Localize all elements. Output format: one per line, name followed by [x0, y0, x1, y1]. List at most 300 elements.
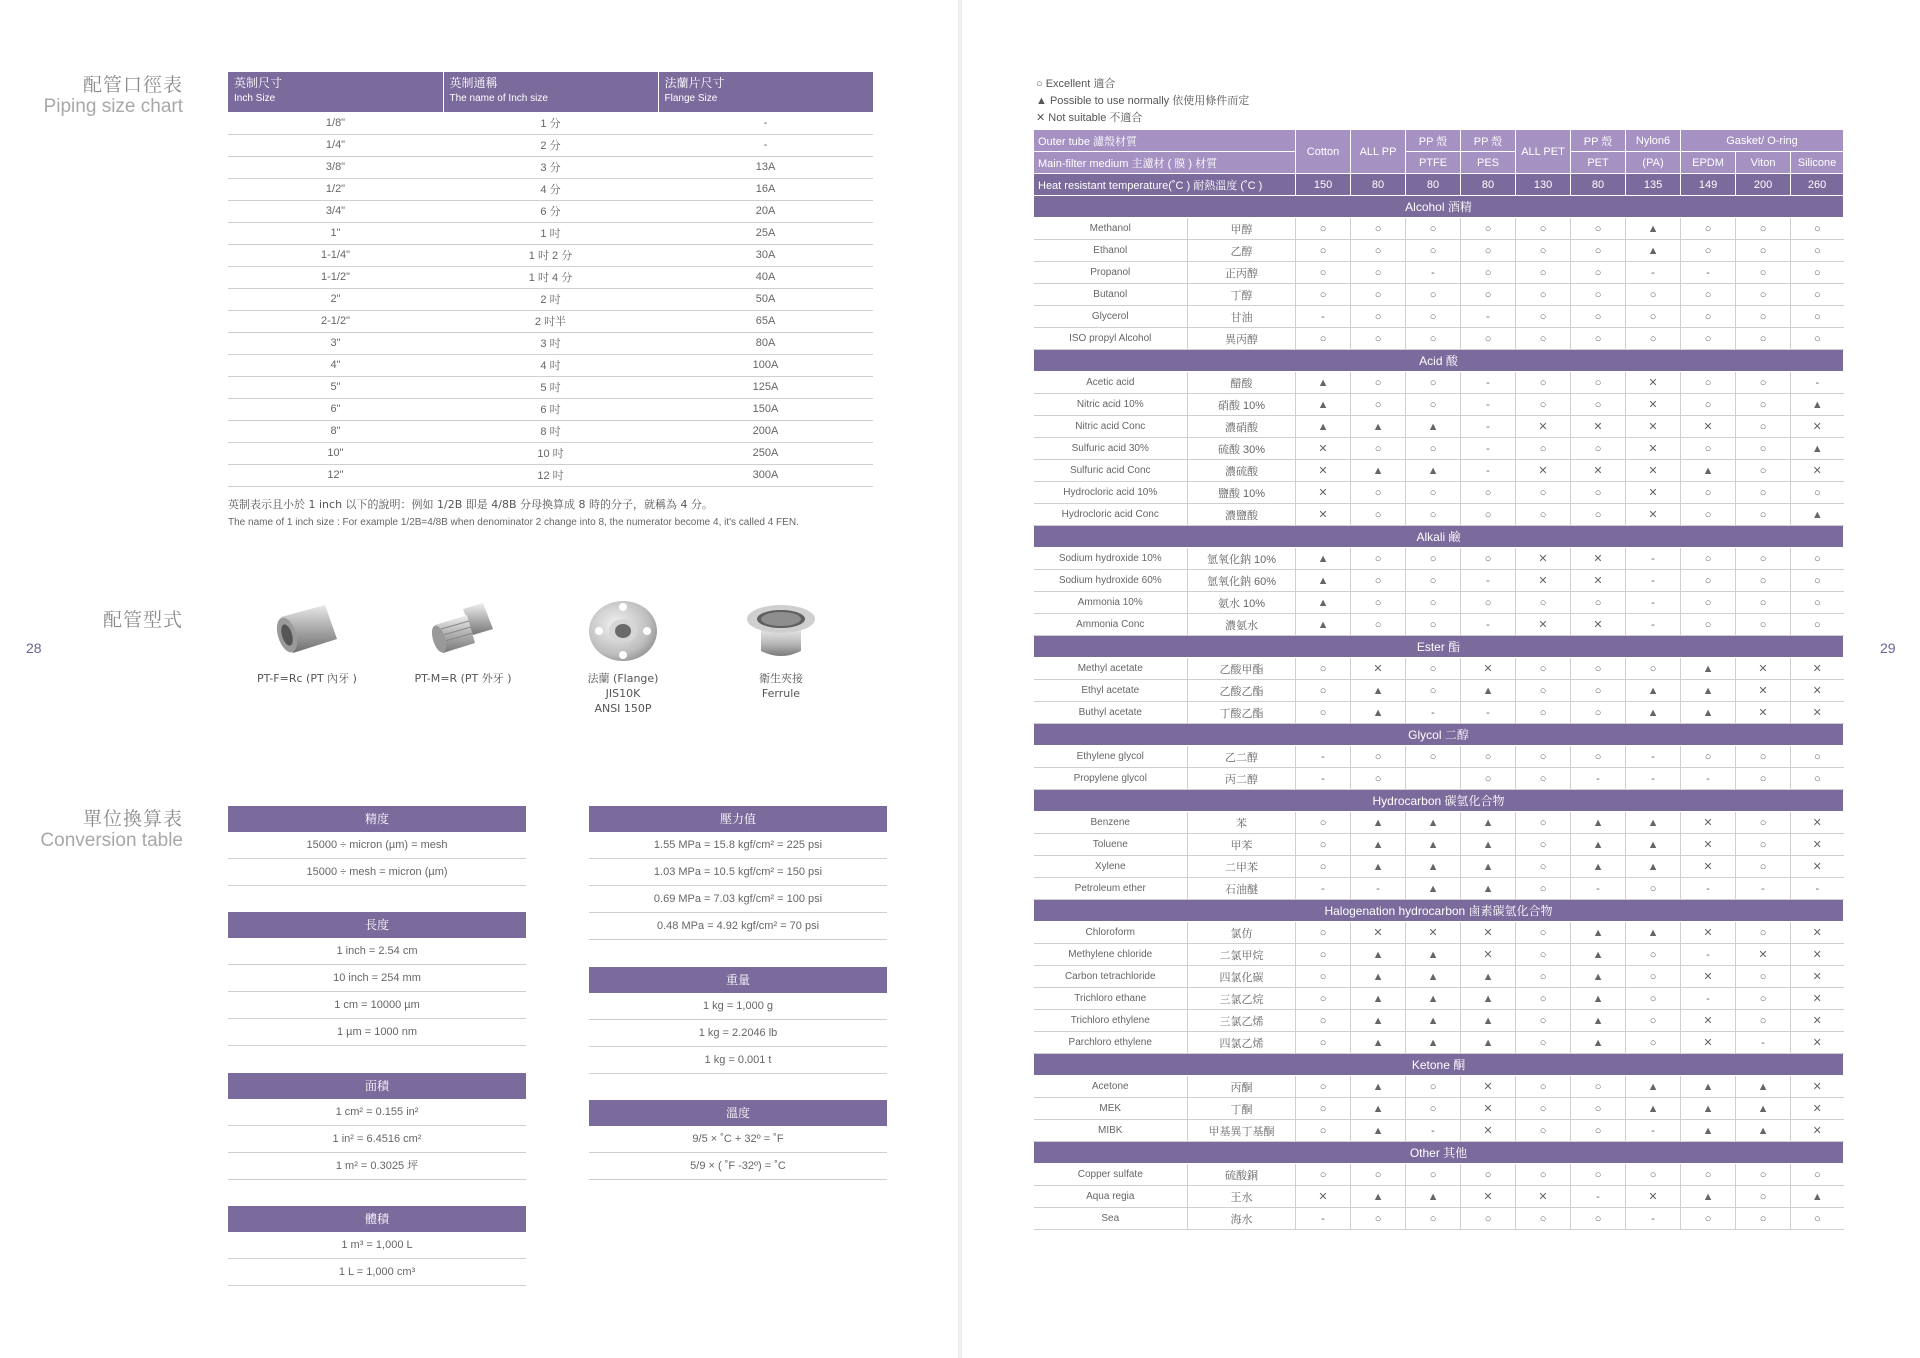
chem-rating-cell: - [1626, 614, 1681, 636]
legend-not-suitable: ✕ Not suitable 不適合 [1036, 112, 1143, 124]
chem-rating-cell: ○ [1296, 944, 1351, 966]
chem-group-row [1034, 1054, 1844, 1076]
chem-rating-cell: - [1736, 1032, 1791, 1054]
piping-row [228, 376, 873, 398]
chem-rating-cell: ○ [1516, 438, 1571, 460]
piping-cell-inch-name: 8 吋 [443, 420, 658, 442]
piping-cell-inch-name: 4 分 [443, 178, 658, 200]
chem-group-title: Acid 酸 [1034, 350, 1844, 372]
conv-temperature [589, 1100, 887, 1180]
chem-rating-cell: ✕ [1516, 548, 1571, 570]
chem-rating-cell: ✕ [1461, 1098, 1516, 1120]
chem-rating-cell: ○ [1351, 768, 1406, 790]
chem-rating-cell: ✕ [1351, 922, 1406, 944]
chem-rating-cell: ▲ [1351, 1010, 1406, 1032]
chem-rating-cell: ▲ [1626, 240, 1681, 262]
chem-row [1034, 1098, 1844, 1120]
conversion-row: 1 m³ = 1,000 L [228, 1232, 526, 1259]
piping-cell-inch-size: 3" [228, 332, 443, 354]
chem-rating-cell: ○ [1516, 680, 1571, 702]
chem-rating-cell: ○ [1406, 1208, 1461, 1230]
chem-rating-cell: ○ [1791, 262, 1844, 284]
chem-rating-cell: ○ [1571, 284, 1626, 306]
chem-row [1034, 1120, 1844, 1142]
piping-cell-inch-name: 3 分 [443, 156, 658, 178]
chem-name-cn: 硝酸 10% [1188, 394, 1296, 416]
piping-header-flange-size: 法蘭片尺寸 Flange Size [658, 72, 873, 112]
chem-rating-cell: ○ [1736, 284, 1791, 306]
chem-rating-cell: - [1571, 1186, 1626, 1208]
chem-rating-cell: ○ [1516, 658, 1571, 680]
chem-rating-cell: ▲ [1461, 966, 1516, 988]
chem-rating-cell: ○ [1516, 592, 1571, 614]
chem-rating-cell: ▲ [1626, 856, 1681, 878]
chem-rating-cell: ▲ [1406, 1186, 1461, 1208]
chem-name-cn: 鹽酸 10% [1188, 482, 1296, 504]
chem-rating-cell: ○ [1681, 614, 1736, 636]
legend-excellent: ○ Excellent 適合 [1036, 78, 1116, 90]
chem-row [1034, 1164, 1844, 1186]
chem-rating-cell: ○ [1351, 548, 1406, 570]
chem-rating-cell: ▲ [1296, 570, 1351, 592]
conversion-row: 1 cm = 10000 µm [228, 992, 526, 1019]
chem-rating-cell: ✕ [1571, 460, 1626, 482]
chem-rating-cell: ○ [1406, 680, 1461, 702]
chemical-resistance-table [1033, 129, 1844, 1230]
chem-group-row [1034, 1142, 1844, 1164]
chem-name-en: Benzene [1034, 812, 1188, 834]
conversion-row: 10 inch = 254 mm [228, 965, 526, 992]
chem-rating-cell: - [1406, 702, 1461, 724]
chem-name-cn: 乙酸乙酯 [1188, 680, 1296, 702]
chem-rating-cell: ✕ [1571, 614, 1626, 636]
chem-rating-cell: - [1296, 1208, 1351, 1230]
chem-rating-cell: ○ [1626, 306, 1681, 328]
chem-header-silicone: Silicone [1791, 152, 1844, 174]
conv-weight [589, 967, 887, 1074]
chem-rating-cell: ○ [1626, 988, 1681, 1010]
chem-name-cn: 甘油 [1188, 306, 1296, 328]
chem-rating-cell: ▲ [1571, 1032, 1626, 1054]
chem-row [1034, 1032, 1844, 1054]
chem-name-en: Chloroform [1034, 922, 1188, 944]
chem-rating-cell: ▲ [1681, 460, 1736, 482]
conversion-block-title: 精度 [228, 806, 526, 832]
chem-row [1034, 306, 1844, 328]
chem-row [1034, 768, 1844, 790]
chem-rating-cell: ○ [1516, 1098, 1571, 1120]
chem-rating-cell: ✕ [1626, 504, 1681, 526]
piping-cell-flange-size: 65A [658, 310, 873, 332]
chem-rating-cell: ○ [1681, 1164, 1736, 1186]
fitting-sub1: JIS10K [605, 687, 641, 700]
fitting-label: 衛生夾接 [759, 672, 803, 685]
chem-row [1034, 856, 1844, 878]
chem-group-title: Ketone 酮 [1034, 1054, 1844, 1076]
conversion-section-title [40, 804, 183, 864]
chem-rating-cell: ✕ [1681, 922, 1736, 944]
chem-rating-cell: ○ [1571, 438, 1626, 460]
chem-rating-cell: ○ [1571, 1120, 1626, 1142]
piping-cell-inch-size: 3/8" [228, 156, 443, 178]
fitting-label: 法蘭 (Flange) [587, 672, 659, 685]
fitting-flange [548, 595, 698, 716]
chem-rating-cell: ○ [1571, 328, 1626, 350]
chem-name-en: Parchloro ethylene [1034, 1032, 1188, 1054]
chem-rating-cell: ○ [1736, 438, 1791, 460]
chem-rating-cell: - [1461, 394, 1516, 416]
chem-rating-cell: ○ [1736, 988, 1791, 1010]
chem-rating-cell: ▲ [1626, 1076, 1681, 1098]
chem-rating-cell: ○ [1626, 878, 1681, 900]
chem-rating-cell: ○ [1571, 658, 1626, 680]
chem-rating-cell: - [1626, 1208, 1681, 1230]
chem-rating-cell: ○ [1296, 658, 1351, 680]
chem-rating-cell: ○ [1516, 328, 1571, 350]
chem-rating-cell: ✕ [1736, 658, 1791, 680]
chem-rating-cell: ○ [1791, 1208, 1844, 1230]
conv-pressure [589, 806, 887, 940]
chem-rating-cell: - [1461, 416, 1516, 438]
chem-rating-cell: ✕ [1736, 680, 1791, 702]
chem-rating-cell: ○ [1516, 1032, 1571, 1054]
chem-name-cn: 四氯化碳 [1188, 966, 1296, 988]
chem-rating-cell: ○ [1791, 482, 1844, 504]
chem-rating-cell: ▲ [1791, 394, 1844, 416]
chem-rating-cell: ○ [1351, 394, 1406, 416]
chem-rating-cell: ○ [1296, 328, 1351, 350]
chem-header-allpp: ALL PP [1351, 130, 1406, 174]
piping-row [228, 178, 873, 200]
chem-rating-cell: ✕ [1681, 812, 1736, 834]
chem-rating-cell: ✕ [1296, 482, 1351, 504]
chem-rating-cell: ○ [1681, 284, 1736, 306]
chem-rating-cell: ○ [1516, 1076, 1571, 1098]
chem-rating-cell: ▲ [1681, 1186, 1736, 1208]
chem-rating-cell: - [1296, 878, 1351, 900]
chem-rating-cell: ✕ [1626, 482, 1681, 504]
chem-rating-cell: ▲ [1296, 372, 1351, 394]
conversion-row: 1 kg = 1,000 g [589, 993, 887, 1020]
chem-rating-cell: ○ [1571, 504, 1626, 526]
chem-rating-cell: - [1406, 262, 1461, 284]
chem-rating-cell: ○ [1406, 1076, 1461, 1098]
chem-rating-cell: ▲ [1406, 1032, 1461, 1054]
fitting-pt-male [388, 595, 538, 686]
chem-row [1034, 218, 1844, 240]
chem-name-cn: 乙醇 [1188, 240, 1296, 262]
chem-rating-cell: ○ [1791, 570, 1844, 592]
chem-rating-cell: ○ [1571, 592, 1626, 614]
chem-rating-cell: ○ [1516, 746, 1571, 768]
chem-rating-cell: ○ [1351, 592, 1406, 614]
chem-rating-cell: ○ [1681, 1208, 1736, 1230]
chem-rating-cell: ▲ [1681, 1098, 1736, 1120]
piping-row [228, 464, 873, 486]
chem-rating-cell: ✕ [1296, 1186, 1351, 1208]
chem-rating-cell: ▲ [1351, 680, 1406, 702]
chem-rating-cell: ○ [1406, 548, 1461, 570]
chem-rating-cell: - [1461, 460, 1516, 482]
chem-rating-cell: ○ [1571, 680, 1626, 702]
chem-row [1034, 680, 1844, 702]
chem-rating-cell: ○ [1296, 1164, 1351, 1186]
chem-rating-cell: ▲ [1406, 856, 1461, 878]
chem-rating-cell: ▲ [1406, 878, 1461, 900]
piping-header-row [228, 72, 873, 112]
chem-header-row-1 [1034, 130, 1844, 152]
chem-header-temperature-value: 200 [1736, 174, 1791, 196]
chem-rating-cell: ▲ [1571, 966, 1626, 988]
chem-name-en: MIBK [1034, 1120, 1188, 1142]
piping-cell-inch-size: 1" [228, 222, 443, 244]
chem-name-cn: 濃鹽酸 [1188, 504, 1296, 526]
chem-rating-cell: ○ [1351, 218, 1406, 240]
fitting-sub2: ANSI 150P [594, 702, 652, 715]
chem-name-en: Butanol [1034, 284, 1188, 306]
chem-row [1034, 966, 1844, 988]
chemical-legend [1036, 76, 1249, 127]
piping-note-en: The name of 1 inch size : For example 1/2B=4/8B when denominator 2 change into 8, the numerator become 4, it's called 4 FEN. [228, 517, 799, 528]
chem-rating-cell: ○ [1571, 394, 1626, 416]
chem-rating-cell: ✕ [1681, 1032, 1736, 1054]
chem-rating-cell: ○ [1296, 1098, 1351, 1120]
chem-name-en: Trichloro ethylene [1034, 1010, 1188, 1032]
chem-rating-cell: ✕ [1626, 438, 1681, 460]
chem-row [1034, 548, 1844, 570]
piping-cell-flange-size: 100A [658, 354, 873, 376]
chem-rating-cell: ✕ [1571, 570, 1626, 592]
chem-group-title: Glycol 二醇 [1034, 724, 1844, 746]
piping-cell-flange-size: 16A [658, 178, 873, 200]
chem-rating-cell: ○ [1406, 504, 1461, 526]
chem-rating-cell: ○ [1626, 1010, 1681, 1032]
chem-rating-cell: ▲ [1461, 680, 1516, 702]
fittings-title-cn: 配管型式 [102, 609, 183, 631]
chem-name-cn: 二氯甲烷 [1188, 944, 1296, 966]
chem-rating-cell: ✕ [1461, 944, 1516, 966]
chem-rating-cell: ▲ [1626, 834, 1681, 856]
conversion-row: 1 cm² = 0.155 in² [228, 1099, 526, 1126]
chem-rating-cell: ○ [1296, 702, 1351, 724]
chem-rating-cell: ✕ [1791, 1010, 1844, 1032]
chem-rating-cell: ✕ [1516, 570, 1571, 592]
chem-name-en: Toluene [1034, 834, 1188, 856]
chem-rating-cell: ○ [1461, 1164, 1516, 1186]
piping-cell-flange-size: - [658, 134, 873, 156]
chem-rating-cell: ○ [1791, 240, 1844, 262]
chem-rating-cell: ▲ [1626, 218, 1681, 240]
piping-cell-inch-name: 1 吋 2 分 [443, 244, 658, 266]
chem-rating-cell: - [1791, 372, 1844, 394]
chem-rating-cell: ✕ [1791, 658, 1844, 680]
chem-rating-cell: ○ [1516, 394, 1571, 416]
piping-cell-inch-size: 2-1/2" [228, 310, 443, 332]
conv-volume [228, 1206, 526, 1286]
chem-rating-cell: ▲ [1351, 416, 1406, 438]
chem-rating-cell: ○ [1461, 1208, 1516, 1230]
chem-header-pa: (PA) [1626, 152, 1681, 174]
chem-rating-cell: ○ [1516, 834, 1571, 856]
chem-rating-cell: ▲ [1461, 988, 1516, 1010]
chem-rating-cell: ○ [1406, 372, 1461, 394]
legend-possible: ▲ Possible to use normally 依使用條件而定 [1036, 95, 1250, 107]
fitting-ferrule [706, 595, 856, 701]
piping-cell-inch-size: 6" [228, 398, 443, 420]
fitting-label: PT-F=Rc (PT 內牙 ) [257, 672, 357, 685]
chem-name-en: Methanol [1034, 218, 1188, 240]
conv-area [228, 1073, 526, 1180]
chem-rating-cell: ○ [1406, 218, 1461, 240]
chem-rating-cell: ○ [1351, 262, 1406, 284]
chem-rating-cell: ✕ [1791, 834, 1844, 856]
piping-cell-inch-name: 3 吋 [443, 332, 658, 354]
chem-rating-cell: ▲ [1626, 702, 1681, 724]
chem-header-nylon: Nylon6 [1626, 130, 1681, 152]
chem-name-cn: 醋酸 [1188, 372, 1296, 394]
piping-row [228, 398, 873, 420]
piping-cell-inch-name: 1 分 [443, 112, 658, 134]
chem-rating-cell: ○ [1736, 966, 1791, 988]
chem-name-cn: 正丙醇 [1188, 262, 1296, 284]
page-number-left: 28 [26, 640, 42, 656]
chem-rating-cell: ○ [1516, 372, 1571, 394]
piping-cell-flange-size: 50A [658, 288, 873, 310]
chem-rating-cell: ○ [1736, 504, 1791, 526]
chem-rating-cell: ○ [1681, 218, 1736, 240]
flange-image [583, 595, 663, 665]
chem-rating-cell: ○ [1791, 768, 1844, 790]
chem-rating-cell: ○ [1351, 240, 1406, 262]
piping-cell-flange-size: 200A [658, 420, 873, 442]
chem-rating-cell: ○ [1681, 240, 1736, 262]
chem-row [1034, 438, 1844, 460]
chem-row [1034, 592, 1844, 614]
chem-name-cn: 四氯乙烯 [1188, 1032, 1296, 1054]
chem-rating-cell: ○ [1351, 328, 1406, 350]
piping-row [228, 266, 873, 288]
chem-rating-cell: ○ [1791, 328, 1844, 350]
chem-name-en: Ethanol [1034, 240, 1188, 262]
chem-name-en: Ammonia 10% [1034, 592, 1188, 614]
chem-rating-cell: ▲ [1296, 592, 1351, 614]
piping-cell-flange-size: 125A [658, 376, 873, 398]
conv-length [228, 912, 526, 1046]
chem-rating-cell: - [1461, 614, 1516, 636]
chem-rating-cell: ○ [1626, 658, 1681, 680]
chem-rating-cell: ○ [1351, 570, 1406, 592]
piping-title-en: Piping size chart [43, 96, 183, 117]
piping-row [228, 112, 873, 134]
chem-rating-cell: ○ [1571, 240, 1626, 262]
chem-rating-cell: ○ [1736, 548, 1791, 570]
chem-rating-cell: ○ [1571, 262, 1626, 284]
chem-rating-cell: ✕ [1791, 944, 1844, 966]
chem-group-row [1034, 526, 1844, 548]
chem-rating-cell: ○ [1681, 592, 1736, 614]
chem-rating-cell: ✕ [1791, 922, 1844, 944]
fitting-label: PT-M=R (PT 外牙 ) [414, 672, 512, 685]
chem-rating-cell: - [1296, 306, 1351, 328]
chem-rating-cell: ○ [1406, 482, 1461, 504]
chem-rating-cell [1406, 768, 1461, 790]
chem-row [1034, 1010, 1844, 1032]
chem-rating-cell: - [1626, 1120, 1681, 1142]
chem-group-row [1034, 790, 1844, 812]
piping-title-cn: 配管口徑表 [82, 74, 183, 96]
chem-rating-cell: - [1296, 746, 1351, 768]
chem-header-temperature-value: 80 [1571, 174, 1626, 196]
chem-group-title: Ester 酯 [1034, 636, 1844, 658]
piping-cell-inch-name: 2 吋半 [443, 310, 658, 332]
conversion-row: 0.48 MPa = 4.92 kgf/cm² = 70 psi [589, 913, 887, 940]
chem-group-row [1034, 350, 1844, 372]
chem-header-cotton: Cotton [1296, 130, 1351, 174]
chem-rating-cell: ○ [1351, 504, 1406, 526]
chem-rating-cell: ▲ [1736, 1120, 1791, 1142]
piping-cell-inch-size: 10" [228, 442, 443, 464]
chem-name-en: Copper sulfate [1034, 1164, 1188, 1186]
chem-name-cn: 甲醇 [1188, 218, 1296, 240]
chem-name-cn: 二甲苯 [1188, 856, 1296, 878]
chem-name-cn: 丙酮 [1188, 1076, 1296, 1098]
chem-rating-cell: ✕ [1626, 416, 1681, 438]
chem-rating-cell: ○ [1516, 856, 1571, 878]
chem-rating-cell: ▲ [1571, 834, 1626, 856]
chem-rating-cell: ✕ [1406, 922, 1461, 944]
chem-rating-cell: ○ [1736, 1208, 1791, 1230]
chem-rating-cell: - [1626, 768, 1681, 790]
chem-rating-cell: ✕ [1296, 460, 1351, 482]
chem-rating-cell: - [1571, 878, 1626, 900]
chem-row [1034, 1186, 1844, 1208]
chem-rating-cell: ○ [1626, 966, 1681, 988]
conversion-block-title: 溫度 [589, 1100, 887, 1126]
conversion-row: 1 m² = 0.3025 坪 [228, 1153, 526, 1180]
piping-cell-inch-size: 4" [228, 354, 443, 376]
chem-rating-cell: ▲ [1351, 1120, 1406, 1142]
left-page [0, 0, 958, 1358]
chem-header-viton: Viton [1736, 152, 1791, 174]
chem-name-en: Methylene chloride [1034, 944, 1188, 966]
chem-rating-cell: ○ [1571, 306, 1626, 328]
conversion-title-cn: 單位換算表 [82, 808, 183, 830]
chem-rating-cell: ✕ [1791, 702, 1844, 724]
conversion-row: 5/9 × ( ˚F -32º) = ˚C [589, 1153, 887, 1180]
chem-name-cn: 丙二醇 [1188, 768, 1296, 790]
chem-rating-cell: ▲ [1791, 438, 1844, 460]
chem-rating-cell: ○ [1351, 372, 1406, 394]
chem-rating-cell: ○ [1626, 284, 1681, 306]
chem-row [1034, 922, 1844, 944]
chem-rating-cell: ✕ [1461, 1076, 1516, 1098]
chem-rating-cell: ○ [1351, 1164, 1406, 1186]
chem-rating-cell: - [1681, 768, 1736, 790]
conversion-row: 1 kg = 2.2046 lb [589, 1020, 887, 1047]
chem-name-en: Acetone [1034, 1076, 1188, 1098]
chem-rating-cell: ▲ [1351, 1098, 1406, 1120]
page-number-right: 29 [1880, 640, 1896, 656]
chem-rating-cell: ✕ [1791, 856, 1844, 878]
chem-rating-cell: ▲ [1406, 1010, 1461, 1032]
piping-cell-inch-size: 8" [228, 420, 443, 442]
piping-cell-flange-size: 30A [658, 244, 873, 266]
chem-rating-cell: ○ [1351, 1208, 1406, 1230]
chem-header-pet: PET [1571, 152, 1626, 174]
chem-header-temperature-value: 130 [1516, 174, 1571, 196]
piping-row [228, 222, 873, 244]
chem-rating-cell: ✕ [1791, 988, 1844, 1010]
